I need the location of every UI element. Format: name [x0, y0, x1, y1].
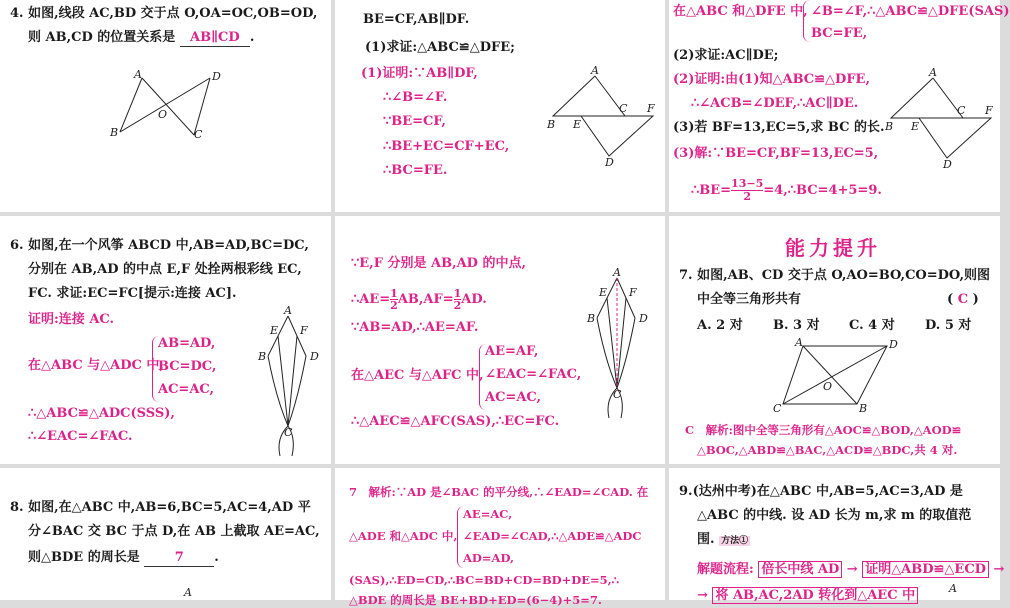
q5-proof-line4: ∴BE+EC=CF+EC, — [383, 139, 510, 154]
q9-line2: △ABC 的中线. 设 AD 长为 m,求 m 的取值范 — [697, 508, 972, 523]
q9-flow-step2: 证明△ABD≌△ECD — [862, 561, 989, 578]
q7-option-d: D. 5 对 — [925, 318, 972, 333]
q6c-kite-figure — [585, 266, 655, 420]
q6-proof-line4: ∴∠EAC=∠FAC. — [28, 429, 133, 444]
q5c-label-a: A — [929, 66, 937, 79]
q8s-cond3: AD=AD, — [463, 551, 515, 565]
q5-proof-line2: ∴∠B=∠F. — [383, 90, 448, 105]
q8s-line4: △BDE 的周长是 BE+BD+ED=(6−4)+5=7. — [349, 593, 602, 607]
q6-label-f: F — [300, 324, 308, 337]
panel-q8 — [0, 468, 331, 600]
q7-explain-line1: C 解析:图中全等三角形有△AOC≌△BOD,△AOD≌ — [685, 423, 962, 437]
q4-label-d: D — [212, 70, 221, 83]
q7-label-a: A — [795, 336, 803, 349]
q5-label-d: D — [605, 156, 614, 169]
q5c-label-c: C — [957, 104, 966, 117]
q6c-label-f: F — [629, 286, 637, 299]
panel-q8-solution — [335, 468, 665, 607]
q6c-line5: ∴△AEC≌△AFC(SAS),∴EC=FC. — [351, 414, 560, 429]
panel-q6 — [0, 216, 331, 464]
q4-text-line2 — [28, 30, 254, 47]
q5c-frac-den: 2 — [743, 190, 751, 203]
q6-cond2: BC=DC, — [158, 359, 217, 374]
q5c-in-triangles: 在△ABC 和△DFE 中, — [673, 4, 808, 19]
q6-cond1: AB=AD, — [158, 336, 216, 351]
q5c-sol-prefix: ∴BE= — [691, 183, 732, 198]
q6-kite-figure — [256, 304, 326, 458]
q9-question-end: 围. — [697, 532, 715, 547]
q8s-cond1: AE=AC, — [463, 507, 513, 521]
q5-label-c: C — [619, 102, 628, 115]
q5c-frac-num: 13−5 — [731, 177, 764, 190]
q6-cond3: AC=AC, — [158, 382, 215, 397]
q9-figure — [947, 582, 967, 600]
q5-given: BE=CF,AB∥DF. — [363, 12, 470, 27]
q6c-label-b: B — [587, 312, 596, 325]
q7-explain-line2: △BOC,△ABD≌△BAC,△ACD≌△BDC,共 4 对. — [697, 443, 958, 457]
q5-label-b: B — [547, 118, 556, 131]
q6-line2: 分别在 AB,AD 的中点 E,F 处拴两根彩线 EC, — [28, 262, 302, 277]
q5c-label-f: F — [985, 104, 993, 117]
q8s-line1: 7 解析:∵AD 是∠BAC 的平分线,∴∠EAD=∠CAD. 在 — [349, 485, 649, 499]
q5-label-f: F — [647, 102, 655, 115]
q6c-cond3: AC=AC, — [485, 390, 542, 405]
q9-label-a: A — [949, 582, 957, 595]
q6-label-b: B — [258, 350, 267, 363]
q5-part3: (3)若 BF=13,EC=5,求 BC 的长. — [673, 120, 885, 135]
q6c-cond1: AE=AF, — [485, 344, 539, 359]
q7-figure — [773, 336, 898, 415]
q4-figure — [110, 70, 230, 140]
q5-proof-line5: ∴BC=FE. — [383, 163, 448, 178]
q8s-line2: △ADE 和△ADC 中, — [349, 529, 458, 543]
q4-answer: AB∥CD — [180, 30, 250, 47]
q6-label-c: C — [284, 426, 293, 439]
q9-flow-row2: → 将 AB,AC,2AD 转化到△AEC 中 — [697, 588, 918, 604]
q6c-label-d: D — [639, 312, 648, 325]
q9-line3 — [697, 532, 750, 549]
q8-line3 — [28, 550, 219, 567]
q4-label-o: O — [158, 108, 168, 121]
panel-q5 — [335, 0, 665, 212]
q6c-label-a: A — [613, 266, 621, 279]
q6c-half-2: $\frac{1}{2}$ — [453, 287, 462, 312]
panel-q4 — [0, 0, 331, 212]
q7-answer: C — [957, 292, 969, 307]
q4-label-c: C — [194, 128, 203, 141]
q9-flow-step1: 倍长中线 AD — [758, 561, 842, 578]
q7-line2: 中全等三角形共有 — [697, 292, 802, 307]
q4-period: . — [249, 30, 255, 45]
q5c-label-d: D — [943, 158, 952, 171]
q6c-label-e: E — [599, 286, 608, 299]
section-header: 能力提升 — [785, 236, 881, 260]
q9-method-tag: 方法① — [721, 536, 749, 546]
q5c-label-b: B — [885, 120, 894, 133]
q5-label-e: E — [573, 118, 582, 131]
q5-label-a: A — [591, 64, 599, 77]
q6c-ad: AD. — [461, 292, 487, 307]
q5-proof-line3: ∵BE=CF, — [383, 114, 446, 129]
q8-period: . — [214, 550, 219, 565]
q5c-figure — [885, 66, 995, 171]
q5c-cond2: ∠B=∠F,∴△ABC≌△DFE(SAS) — [811, 4, 1010, 19]
q4-question: 则 AB,CD 的位置关系是 — [28, 30, 176, 45]
q8-line2: 分∠BAC 交 BC 于点 D,在 AB 上截取 AE=AC, — [28, 524, 320, 539]
q8-label-a: A — [184, 586, 192, 599]
q5c-sol-line2 — [691, 178, 882, 203]
q8-question: 则△BDE 的周长是 — [28, 550, 140, 565]
q6-proof-line2: 在△ABC 与△ADC 中, — [28, 358, 164, 373]
q5c-proof2-line1: (2)证明:由(1)知△ABC≌△DFE, — [673, 72, 870, 87]
q7-answer-bracket: ( C ) — [947, 292, 979, 307]
q7-label-b: B — [859, 402, 868, 415]
q6-line1: 6. 如图,在一个风筝 ABCD 中,AB=AD,BC=DC, — [10, 238, 309, 253]
q6c-half-1: $\frac{1}{2}$ — [390, 287, 398, 312]
q4-label-a: A — [134, 68, 142, 81]
q5c-label-e: E — [911, 120, 920, 133]
q4-text-line1: 4. 如图,线段 AC,BD 交于点 O,OA=OC,OB=OD, — [10, 6, 318, 21]
q7-label-d: D — [889, 338, 898, 351]
q6c-ae-eq: ∴AE= — [351, 292, 391, 307]
q6-label-a: A — [284, 304, 292, 317]
q5c-cond3: BC=FE, — [811, 26, 868, 41]
q7-line1: 7. 如图,AB、CD 交于点 O,AO=BO,CO=DO,则图 — [679, 268, 991, 283]
q5c-proof2-line2: ∴∠ACB=∠DEF,∴AC∥DE. — [691, 96, 859, 111]
q9-flow: 解题流程: 倍长中线 AD → 证明△ABD≌△ECD → — [697, 562, 1005, 577]
q5-proof-line1: (1)证明:∵AB∥DF, — [361, 66, 478, 81]
q6c-line3: ∵AB=AD,∴AE=AF. — [351, 320, 479, 335]
q8s-line3: (SAS),∴ED=CD,∴BC=BD+CD=BD+DE=5,∴ — [349, 573, 619, 587]
q6-line3: FC. 求证:EC=FC[提示:连接 AC]. — [28, 286, 237, 301]
q6c-line1: ∵E,F 分别是 AB,AD 的中点, — [351, 256, 526, 271]
q9-line1: 9.(达州中考)在△ABC 中,AB=5,AC=3,AD 是 — [679, 484, 963, 499]
q8s-cond2: ∠EAD=∠CAD,∴△ADE≌△ADC — [463, 529, 642, 543]
q5-part1: (1)求证:△ABC≌△DFE; — [365, 40, 515, 55]
q6c-line2 — [351, 288, 487, 311]
q6c-cond2: ∠EAC=∠FAC, — [485, 367, 582, 382]
q6-label-e: E — [270, 324, 279, 337]
q7-option-c: C. 4 对 — [849, 318, 895, 333]
q6c-line4: 在△AEC 与△AFC 中, — [351, 368, 484, 383]
panel-q9 — [669, 468, 1005, 603]
panel-q6-cont — [335, 216, 665, 464]
q8-line1: 8. 如图,在△ABC 中,AB=6,BC=5,AC=4,AD 平 — [10, 500, 311, 515]
q5-figure — [547, 64, 657, 169]
q7-option-b: B. 3 对 — [773, 318, 820, 333]
q4-label-b: B — [110, 126, 119, 139]
panel-q5-cont — [669, 0, 1010, 212]
q6-proof-line1: 证明:连接 AC. — [28, 312, 115, 327]
q6-proof-line3: ∴△ABC≌△ADC(SSS), — [28, 406, 175, 421]
q6-label-d: D — [310, 350, 319, 363]
q8-answer: 7 — [144, 550, 214, 567]
q5-part2: (2)求证:AC∥DE; — [673, 48, 779, 63]
q5c-sol-result: =4,∴BC=4+5=9. — [763, 183, 882, 198]
panel-q7 — [669, 216, 1000, 464]
q5c-fraction — [731, 178, 763, 203]
q8-figure — [180, 586, 210, 600]
q6c-label-c: C — [613, 388, 622, 401]
q9-flow-step3: 将 AB,AC,2AD 转化到△AEC 中 — [712, 587, 918, 604]
q7-option-a: A. 2 对 — [697, 318, 743, 333]
q6c-af-eq: AB,AF= — [397, 292, 454, 307]
q9-flow-label: 解题流程: — [697, 562, 754, 577]
q5c-sol-line1: (3)解:∵BE=CF,BF=13,EC=5, — [673, 146, 879, 161]
q7-label-c: C — [773, 402, 782, 415]
q7-label-o: O — [823, 380, 833, 393]
